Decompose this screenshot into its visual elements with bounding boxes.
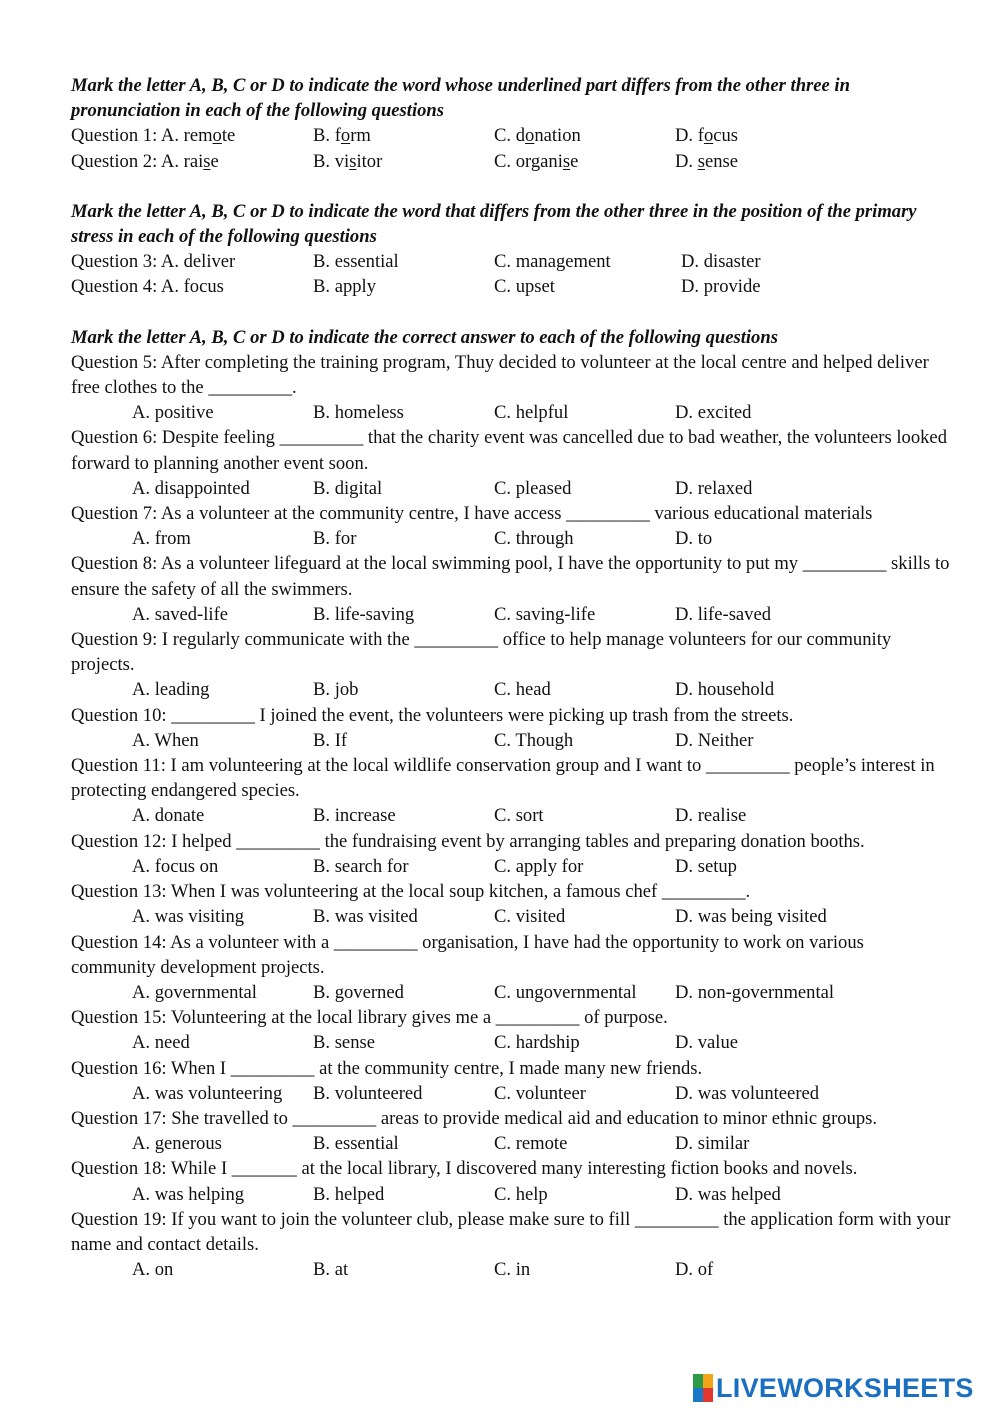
mcq-question xyxy=(71,703,951,753)
mcq-question xyxy=(71,501,951,551)
answer-option[interactable]: D. household xyxy=(675,679,775,701)
answer-option[interactable]: D. was being visited xyxy=(675,906,827,928)
answer-options xyxy=(71,803,951,828)
answer-option[interactable]: B. life-saving xyxy=(313,603,415,625)
answer-option[interactable]: D. to xyxy=(675,528,713,550)
answer-option[interactable]: A. donate xyxy=(132,805,205,827)
liveworksheets-logo xyxy=(693,1373,974,1403)
answer-option[interactable]: C. hardship xyxy=(494,1032,580,1054)
question-text: Question 14: As a volunteer with a _________ organisation, I have had the opportunity to work on various community development projects. xyxy=(71,931,864,978)
answer-option[interactable]: B. was visited xyxy=(313,906,418,928)
answer-option[interactable]: A. governmental xyxy=(132,981,257,1003)
answer-options xyxy=(71,526,951,551)
answer-option[interactable]: A. positive xyxy=(132,402,214,424)
mcq-question xyxy=(71,1156,951,1206)
stress-question: Question 4: A. focus B. apply C. upset D. provide xyxy=(71,276,761,298)
mcq-question xyxy=(71,551,951,627)
answer-option[interactable]: B. homeless xyxy=(313,402,404,424)
question-text: Question 16: When I _________ at the community centre, I made many new friends. xyxy=(71,1057,703,1079)
answer-option[interactable]: A. was helping xyxy=(132,1183,245,1205)
answer-option[interactable]: C. visited xyxy=(494,906,566,928)
answer-option[interactable]: D. relaxed xyxy=(675,477,753,499)
answer-options xyxy=(71,476,951,501)
answer-options xyxy=(71,400,951,425)
question-text: Question 9: I regularly communicate with the _________ office to help manage volunteers for our community projects. xyxy=(71,629,892,676)
question-text: Question 17: She travelled to _________ areas to provide medical aid and education to minor ethnic groups. xyxy=(71,1107,878,1129)
answer-option[interactable]: A. need xyxy=(132,1032,190,1054)
liveworksheets-logo-icon xyxy=(693,1374,713,1402)
answer-option[interactable]: C. help xyxy=(494,1183,548,1205)
answer-option[interactable]: A. was visiting xyxy=(132,906,245,928)
answer-option[interactable]: C. sort xyxy=(494,805,544,827)
mcq-question xyxy=(71,1207,951,1283)
answer-option[interactable]: A. leading xyxy=(132,679,210,701)
mcq-question xyxy=(71,879,951,929)
answer-option[interactable]: D. Neither xyxy=(675,729,754,751)
mcq-question xyxy=(71,1005,951,1055)
mcq-question xyxy=(71,350,951,426)
answer-option[interactable]: B. digital xyxy=(313,477,383,499)
answer-options xyxy=(71,1182,951,1207)
question-text: Question 15: Volunteering at the local library gives me a _________ of purpose. xyxy=(71,1007,668,1029)
answer-option[interactable]: D. of xyxy=(675,1259,714,1281)
answer-option[interactable]: B. If xyxy=(313,729,348,751)
answer-options xyxy=(71,904,951,929)
question-text: Question 19: If you want to join the volunteer club, please make sure to fill _________ the application form with your name and contact details. xyxy=(71,1208,951,1255)
answer-option[interactable]: C. remote xyxy=(494,1133,568,1155)
section3-instruction: Mark the letter A, B, C or D to indicate the correct answer to each of the following questions xyxy=(71,326,778,348)
answer-option[interactable]: C. apply for xyxy=(494,855,584,877)
answer-options xyxy=(71,1257,951,1282)
answer-option[interactable]: D. life-saved xyxy=(675,603,772,625)
answer-option[interactable]: B. essential xyxy=(313,1133,399,1155)
answer-options xyxy=(71,1081,951,1106)
mcq-question xyxy=(71,1106,951,1156)
answer-options xyxy=(71,1131,951,1156)
answer-option[interactable]: C. helpful xyxy=(494,402,569,424)
mcq-question xyxy=(71,930,951,1006)
answer-option[interactable]: C. volunteer xyxy=(494,1082,586,1104)
mcq-list xyxy=(71,350,951,1283)
answer-option[interactable]: C. pleased xyxy=(494,477,572,499)
answer-option[interactable]: A. on xyxy=(132,1259,174,1281)
answer-option[interactable]: D. was volunteered xyxy=(675,1082,820,1104)
answer-option[interactable]: B. for xyxy=(313,528,357,550)
answer-option[interactable]: B. sense xyxy=(313,1032,375,1054)
question-text: Question 6: Despite feeling _________ that the charity event was cancelled due to bad weather, the volunteers looked forward to planning another event soon. xyxy=(71,427,947,474)
stress-question: Question 3: A. deliver B. essential C. management D. disaster xyxy=(71,251,761,273)
answer-option[interactable]: A. focus on xyxy=(132,855,219,877)
answer-options xyxy=(71,728,951,753)
answer-option[interactable]: B. at xyxy=(313,1259,349,1281)
answer-option[interactable]: D. similar xyxy=(675,1133,750,1155)
answer-option[interactable]: C. ungovernmental xyxy=(494,981,637,1003)
worksheet-page xyxy=(71,73,951,1282)
answer-option[interactable]: A. saved-life xyxy=(132,603,229,625)
answer-option[interactable]: A. generous xyxy=(132,1133,222,1155)
question-text: Question 12: I helped _________ the fundraising event by arranging tables and preparing donation booths. xyxy=(71,830,865,852)
logo-text: LIVEWORKSHEETS xyxy=(716,1373,974,1403)
question-text: Question 10: _________ I joined the event, the volunteers were picking up trash from the streets. xyxy=(71,704,794,726)
section2-instruction: Mark the letter A, B, C or D to indicate the word that differs from the other three in the position of the primary stress in each of the following questions xyxy=(71,200,917,248)
section1-instruction: Mark the letter A, B, C or D to indicate the word whose underlined part differs from the other three in pronunciation in each of the following questions xyxy=(71,75,850,122)
answer-options xyxy=(71,677,951,702)
answer-option[interactable]: B. volunteered xyxy=(313,1082,423,1104)
answer-option[interactable]: D. excited xyxy=(675,402,752,424)
mcq-question xyxy=(71,753,951,829)
answer-option[interactable]: C. Though xyxy=(494,729,574,751)
mcq-question xyxy=(71,829,951,879)
answer-option[interactable]: C. through xyxy=(494,528,574,550)
answer-option[interactable]: D. non-governmental xyxy=(675,981,835,1003)
mcq-question xyxy=(71,1056,951,1106)
question-text: Question 7: As a volunteer at the community centre, I have access _________ various educational materials xyxy=(71,503,873,525)
answer-options xyxy=(71,854,951,879)
answer-options xyxy=(71,980,951,1005)
pronunciation-question: Question 2: A. raise B. visitor C. organise D. sense xyxy=(71,150,739,172)
question-text: Question 11: I am volunteering at the local wildlife conservation group and I want to _________ people’s interest in protecting endangered species. xyxy=(71,755,935,802)
answer-option[interactable]: A. When xyxy=(132,729,199,751)
answer-option[interactable]: D. setup xyxy=(675,855,737,877)
answer-option[interactable]: A. disappointed xyxy=(132,477,250,499)
answer-option[interactable]: C. saving-life xyxy=(494,603,596,625)
question-text: Question 18: While I _______ at the local library, I discovered many interesting fiction books and novels. xyxy=(71,1158,858,1180)
answer-option[interactable]: D. was helped xyxy=(675,1183,781,1205)
answer-option[interactable]: A. from xyxy=(132,528,191,550)
answer-option[interactable]: B. job xyxy=(313,679,359,701)
answer-option[interactable]: B. helped xyxy=(313,1183,385,1205)
question-text: Question 8: As a volunteer lifeguard at the local swimming pool, I have the opportunity to put my _________ skills to ensure the safety of all the swimmers. xyxy=(71,553,950,600)
answer-option[interactable]: C. in xyxy=(494,1259,531,1281)
answer-option[interactable]: D. value xyxy=(675,1032,738,1054)
question-text: Question 5: After completing the training program, Thuy decided to volunteer at the local centre and helped deliver free clothes to the _________. xyxy=(71,351,929,399)
mcq-question xyxy=(71,425,951,501)
answer-option[interactable]: A. was volunteering xyxy=(132,1082,283,1104)
answer-option[interactable]: B. increase xyxy=(313,805,396,827)
question-text: Question 13: When I was volunteering at the local soup kitchen, a famous chef _________. xyxy=(71,881,751,903)
answer-options xyxy=(71,1030,951,1055)
answer-option[interactable]: D. realise xyxy=(675,805,747,827)
answer-option[interactable]: B. governed xyxy=(313,981,404,1003)
answer-options xyxy=(71,602,951,627)
answer-option[interactable]: C. head xyxy=(494,679,551,701)
mcq-question xyxy=(71,627,951,703)
answer-option[interactable]: B. search for xyxy=(313,855,409,877)
pronunciation-question: Question 1: A. remote B. form C. donation D. focus xyxy=(71,125,739,147)
